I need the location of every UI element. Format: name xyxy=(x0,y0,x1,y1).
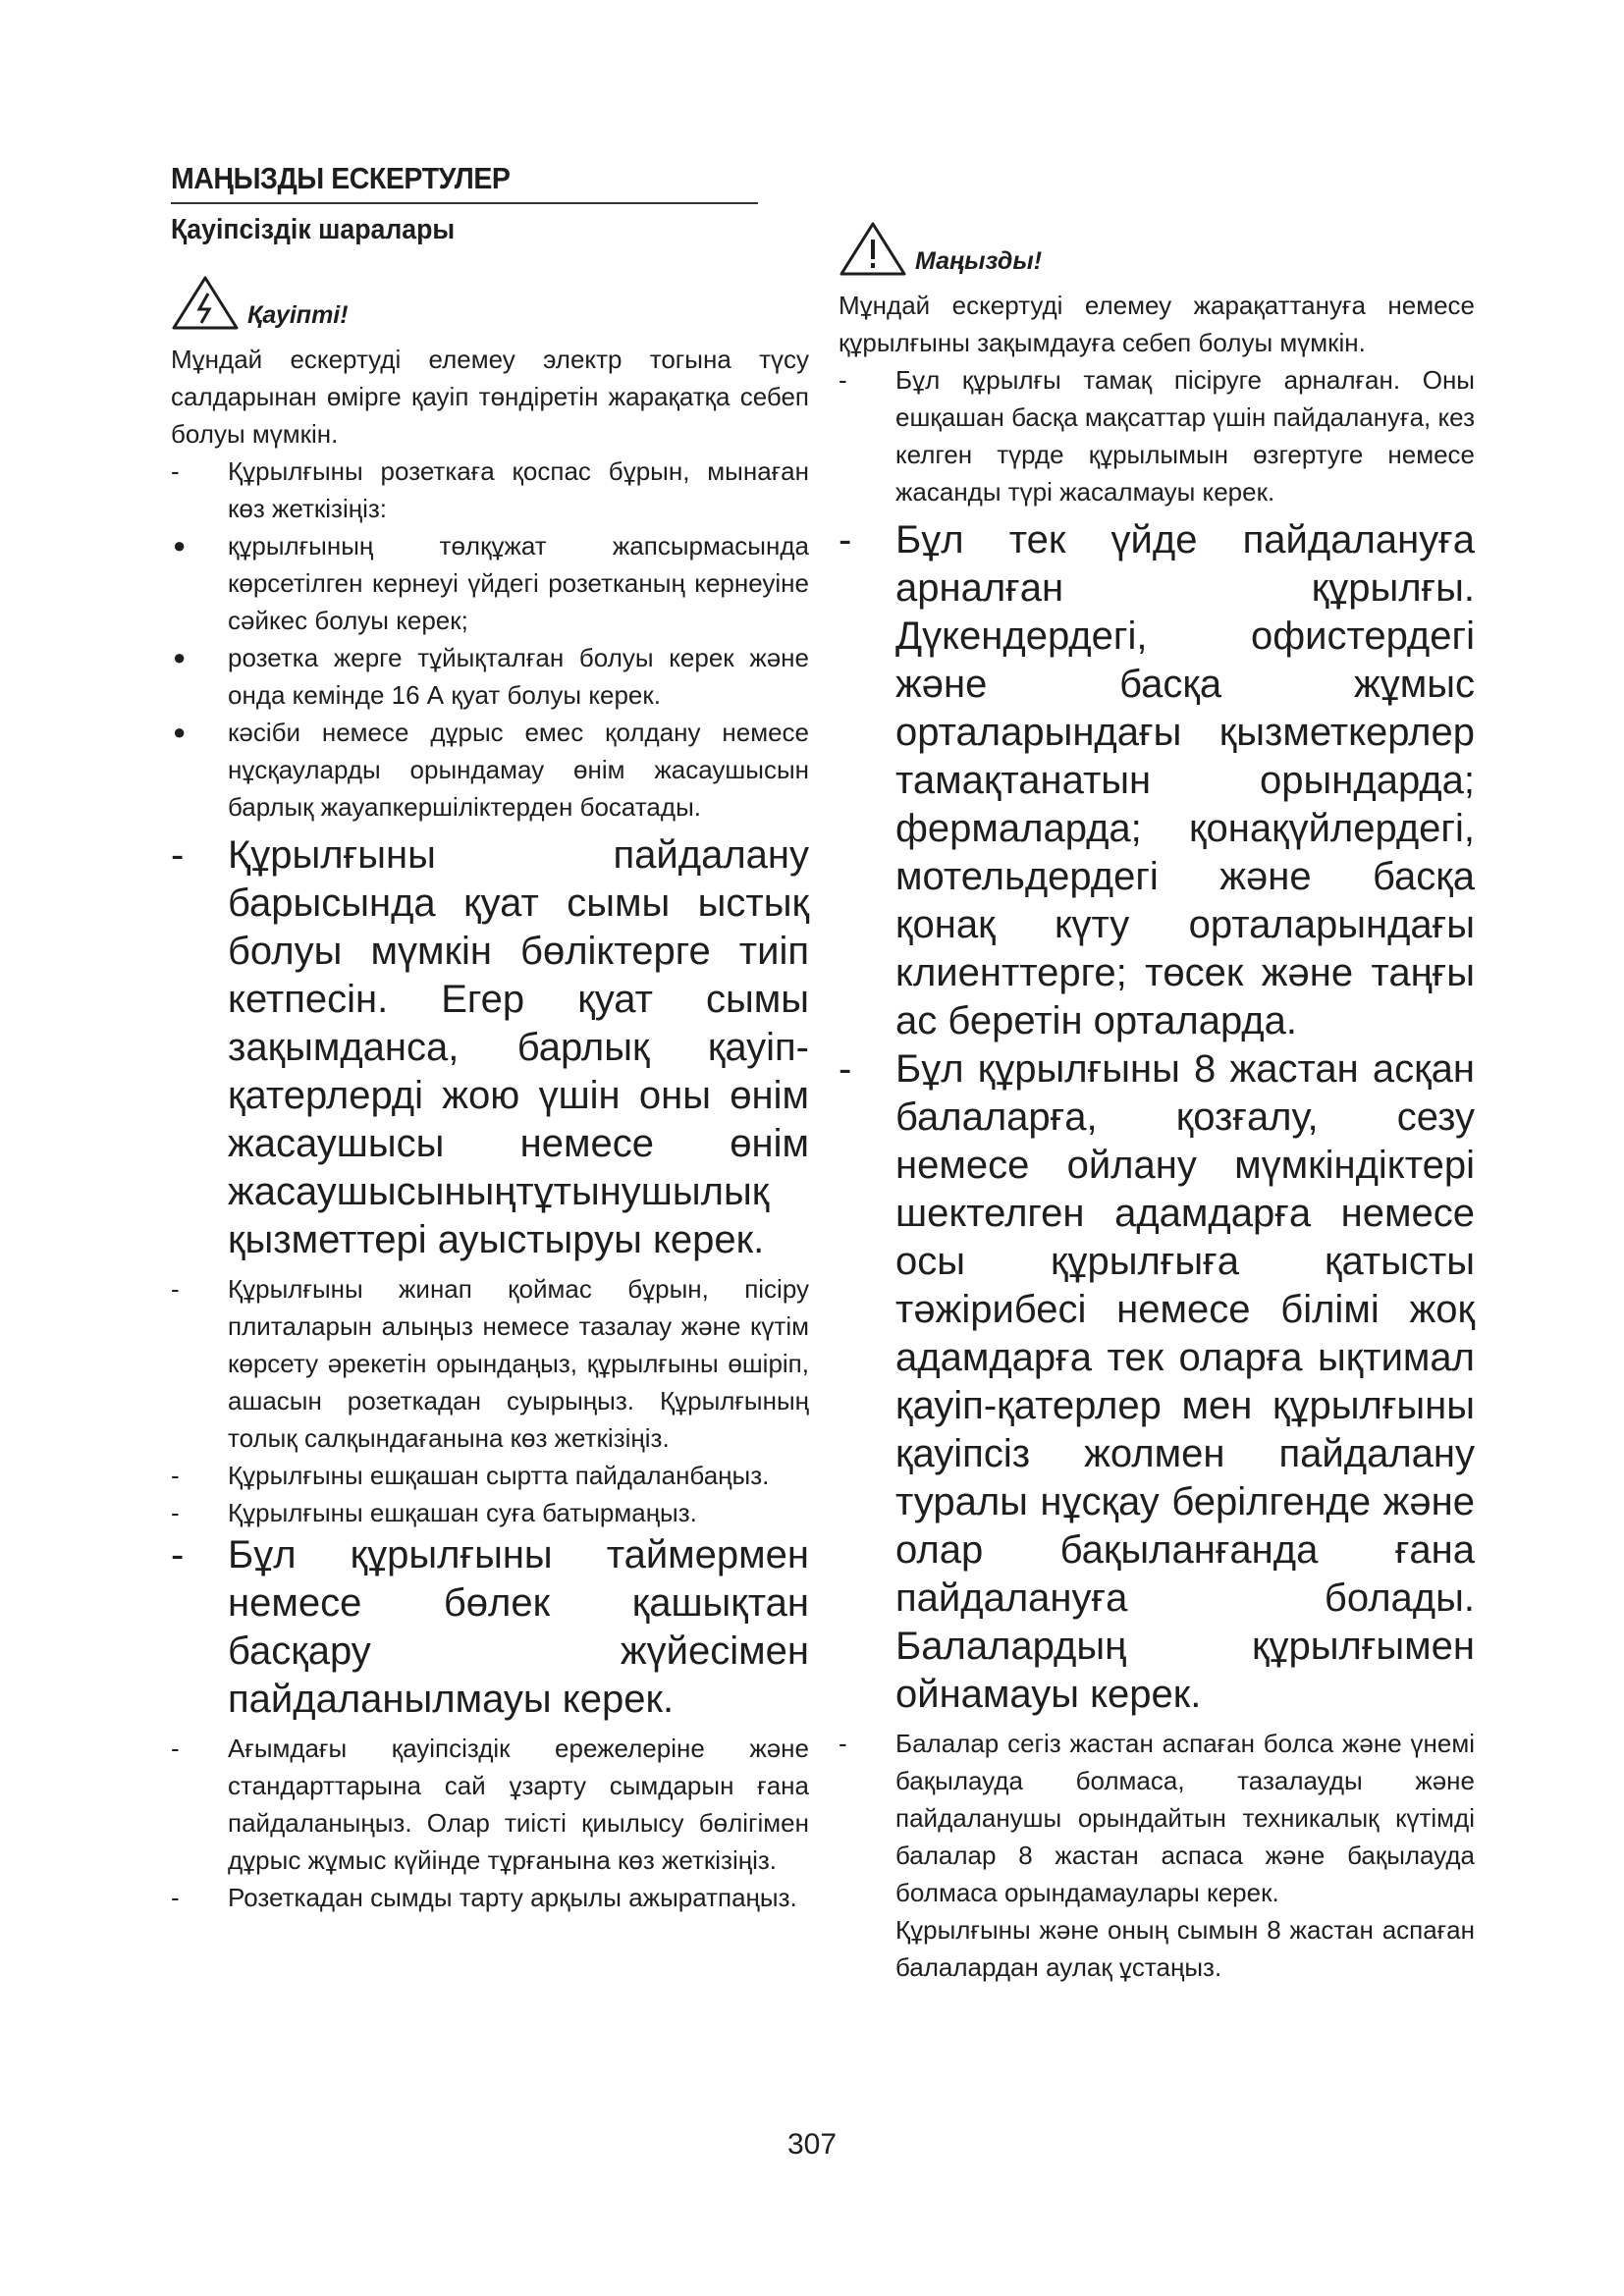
list-item: - Құрылғыны ешқашан суға батырмаңыз. xyxy=(171,1498,697,1527)
left-column xyxy=(171,157,809,1916)
danger-label: Қауіпті! xyxy=(247,301,349,329)
list-item: - Құрылғыны розеткаға қоспас бұрын, мынаған көз жеткізіңіз: xyxy=(171,456,809,523)
list-item: - Құрылғыны ешқашан сыртта пайдаланбаңыз. xyxy=(171,1461,770,1490)
list-item: - Ағымдағы қауіпсіздік ережелеріне және стандарттарына сай ұзарту сымдарын ғана пайдаланыңыз. Олар тиісті қиылысу бөлігімен дұрыс жұмыс күйінде тұрғанына көз жеткізіңіз. xyxy=(171,1734,809,1875)
danger-warning xyxy=(171,274,809,335)
section-subheading: Қауіпсіздік шаралары xyxy=(171,214,456,245)
list-item: - Бұл құрылғыны 8 жастан асқан балаларға, қозғалу, сезу немесе ойлану мүмкіндіктері шектелген адамдарға немесе осы құрылғыға қатысты тәжірибесі немесе білімі жоқ адамдарға тек оларға ықтимал қауіп-қатерлер мен құрылғыны қауіпсіз жолмен пайдалану туралы нұсқау берілгенде және олар бақыланғанда ғана пайдалануға болады. Балалардың құрылғымен ойнамауы керек. xyxy=(839,1047,1475,1716)
bullet-item: ● кәсіби немесе дұрыс емес қолдану немесе нұсқауларды орындамау өнім жасаушысын барлық жауапкершіліктерден босатады. xyxy=(173,718,809,822)
important-intro: Мұндай ескертуді елемеу жарақаттануға немесе құрылғыны зақымдауға себеп болуы мүмкін. xyxy=(839,291,1475,357)
bullet-item: ● розетка жерге тұйықталған болуы керек және онда кемінде 16 А қуат болуы керек. xyxy=(173,643,809,710)
important-warning xyxy=(839,220,1475,281)
right-column xyxy=(839,157,1475,1986)
danger-intro: Мұндай ескертуді елемеу электр тогына түсу салдарынан өмірге қауіп төндіретін жарақатқа себеп болуы мүмкін. xyxy=(171,345,809,449)
list-item: - Құрылғыны пайдалану барысында қуат сымы ыстық болуы мүмкін бөліктерге тиіп кетпесін. Егер қуат сымы зақымданса, барлық қауіп-қатерлерді жою үшін оны өнім жасаушысы немесе өнім жасаушысыныңтұтынушылық қызметтері ауыстыруы керек. xyxy=(171,833,809,1261)
list-item: - Балалар сегіз жастан аспаған болса және үнемі бақылауда болмаса, тазалауды және пайдаланушы орындайтын техникалық күтімді балалар 8 жастан аспаса және бақылауда болмаса орындамаулары керек. xyxy=(839,1729,1475,1907)
section-heading: МАҢЫЗДЫ ЕСКЕРТУЛЕР xyxy=(171,161,758,204)
bullet-item: ● құрылғының төлқұжат жапсырмасында көрсетілген кернеуі үйдегі розетканың кернеуіне сәйкес болуы керек; xyxy=(173,531,809,635)
exclamation-warning-icon xyxy=(839,220,907,277)
important-label: Маңызды! xyxy=(915,247,1043,275)
list-item: - Бұл құрылғы тамақ пісіруге арналған. Оны ешқашан басқа мақсаттар үшін пайдалануға, кез келген түрде құрылымын өзгертуге немесе жасанды түрі жасалмауы керек. xyxy=(839,365,1475,507)
list-item: - Бұл тек үйде пайдалануға арналған құрылғы. Дүкендердегі, офистердегі және басқа жұмыс орталарындағы қызметкерлер тамақтанатын орындарда; фермаларда; қонақүйлердегі, мотельдердегі және басқа қонақ күту орталарындағы клиенттерге; төсек және таңғы ас беретін орталарда. xyxy=(839,518,1475,1042)
list-item: - Бұл құрылғыны таймермен немесе бөлек қашықтан басқару жүйесімен пайдаланылмауы керек. xyxy=(171,1533,809,1721)
page-number: 307 xyxy=(786,2128,838,2161)
list-item: - Құрылғыны жинап қоймас бұрын, пісіру плиталарын алыңыз немесе тазалау және күтім көрсету әрекетін орындаңыз, құрылғыны өшіріп, ашасын розеткадан суырыңыз. Құрылғының толық салқындағанына көз жеткізіңіз. xyxy=(171,1274,809,1453)
electric-warning-icon xyxy=(171,274,240,331)
list-item: - Розеткадан сымды тарту арқылы ажыратпаңыз. xyxy=(171,1883,797,1912)
paragraph: Құрылғыны және оның сымын 8 жастан аспаған балалардан аулақ ұстаңыз. xyxy=(895,1915,1475,1982)
